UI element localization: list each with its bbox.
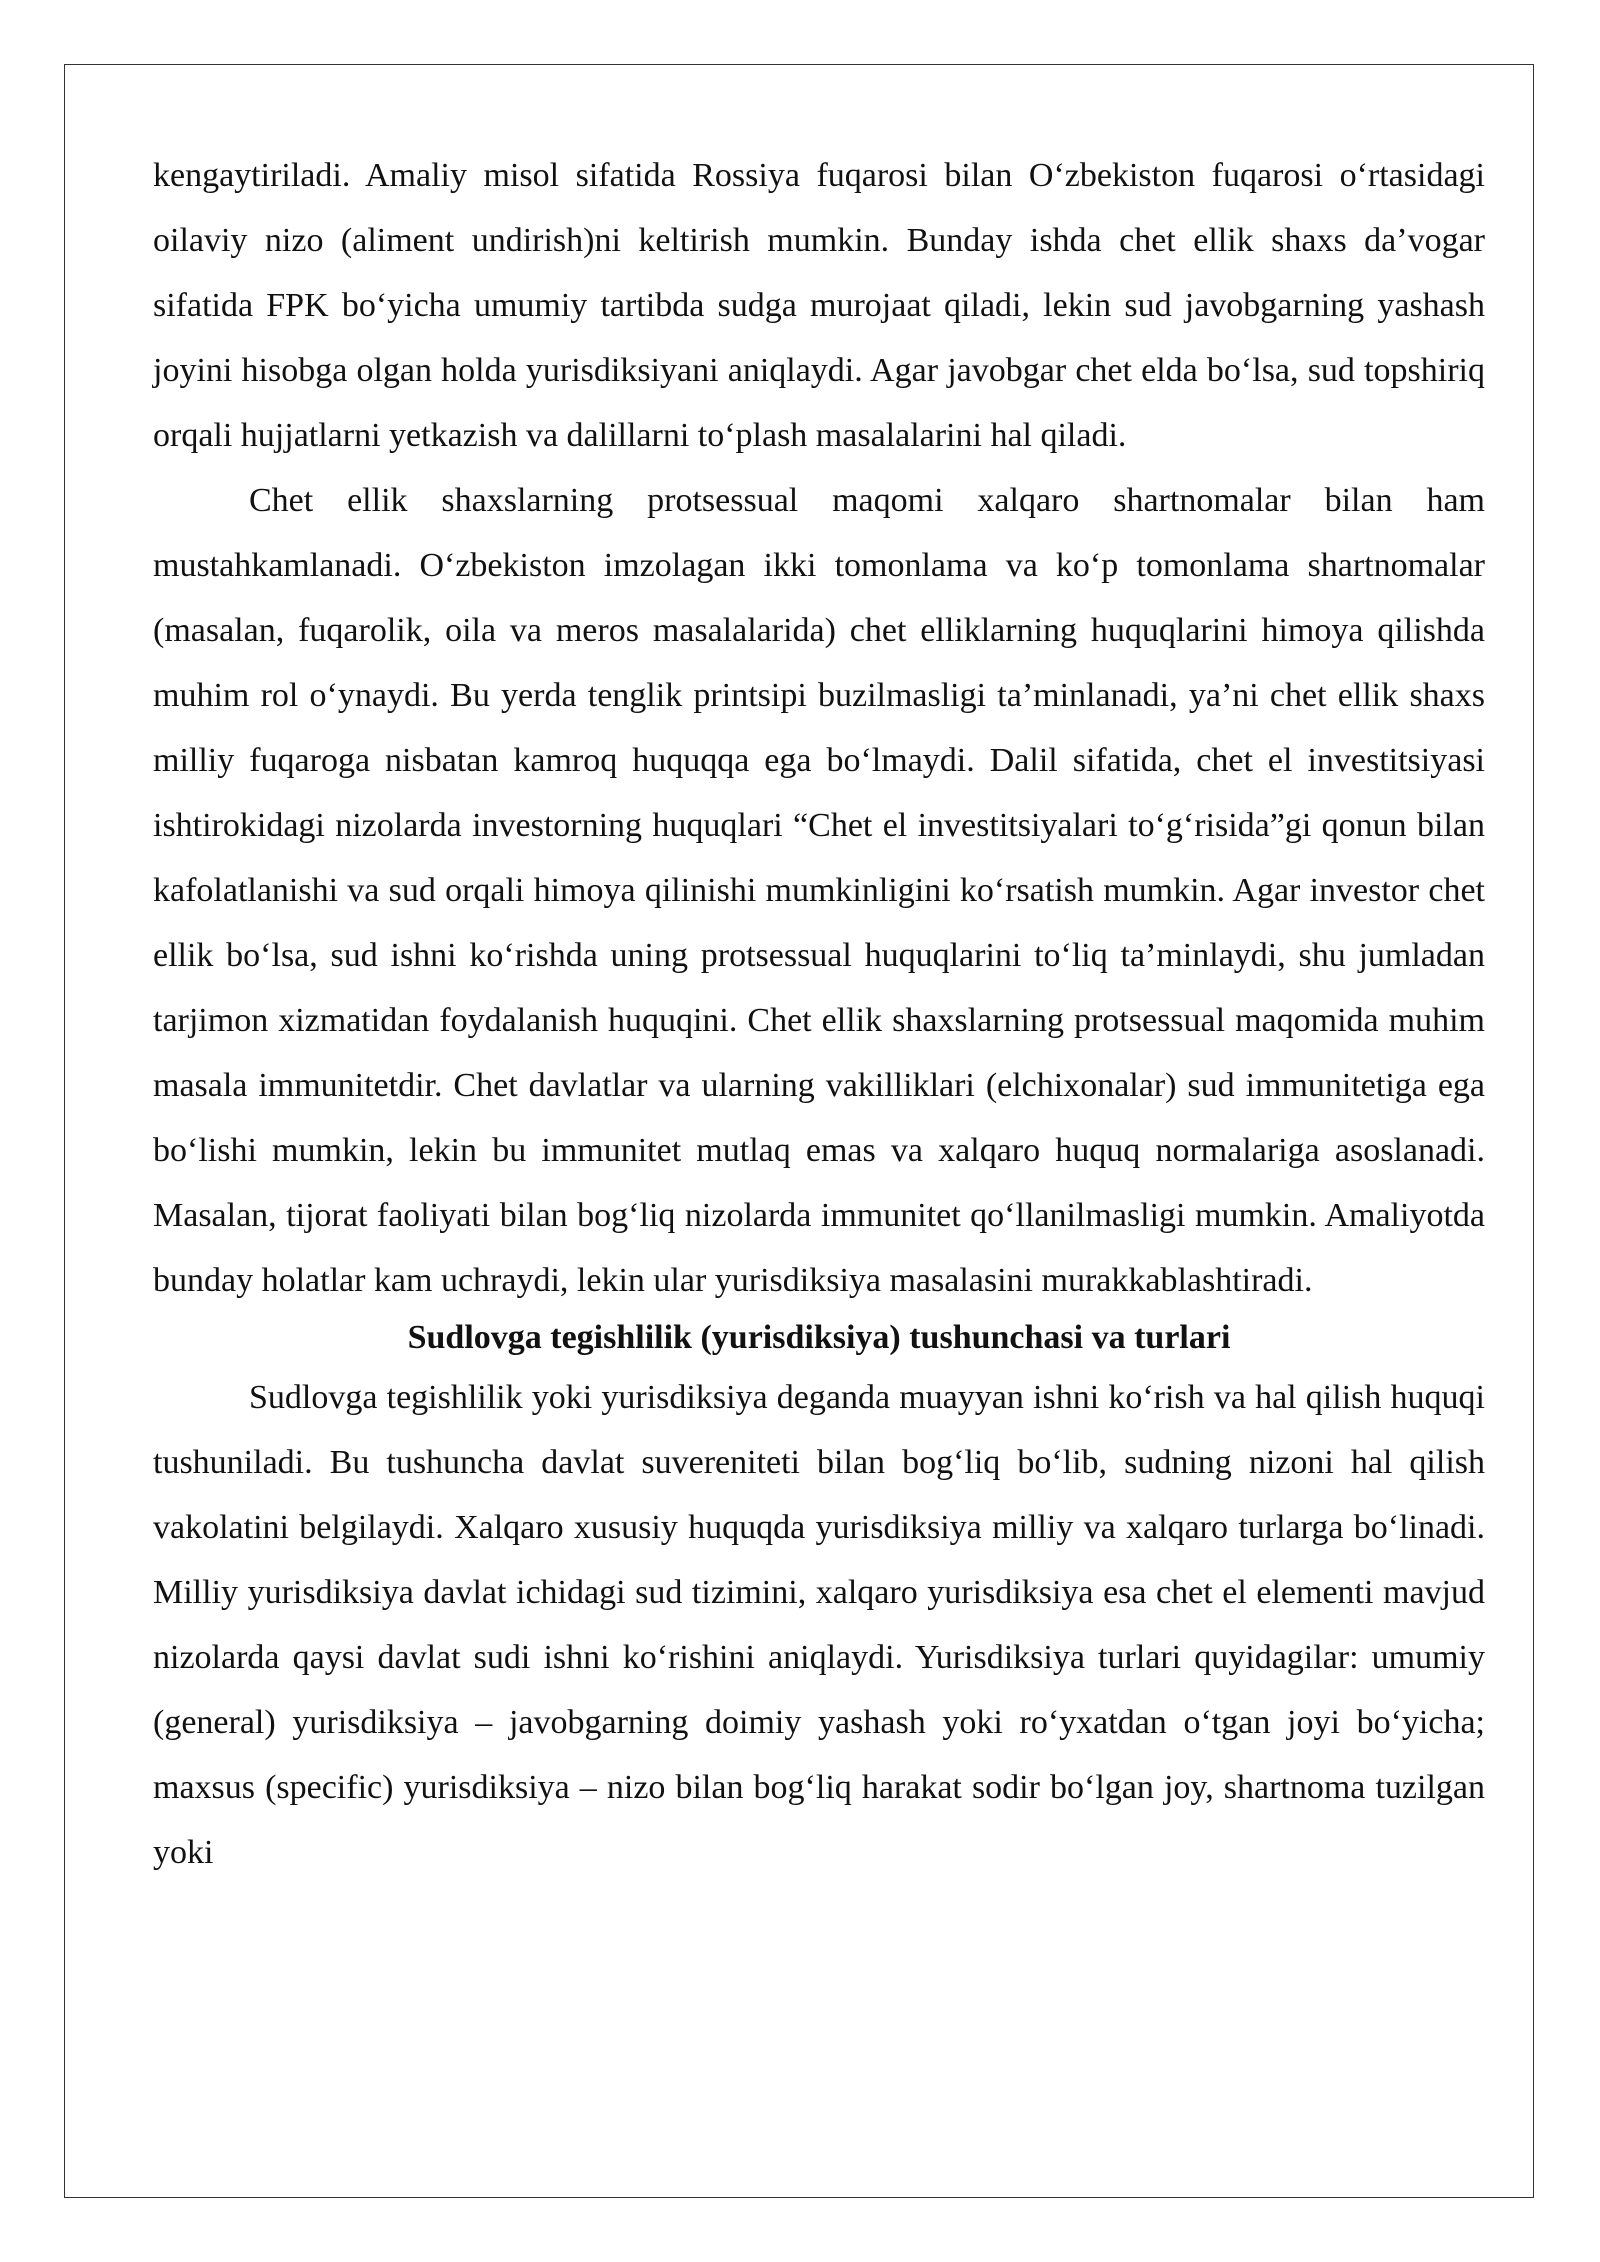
paragraph-2: Chet ellik shaxslarning protsessual maqomi xalqaro shartnomalar bilan ham mustahkamlanadi. O‘zbekiston imzolagan ikki tomonlama va ko‘p tomonlama shartnomalar (masalan, fuqarolik, oila va meros masalalarida) chet elliklarning huquqlarini himoya qilishda muhim rol o‘ynaydi. Bu yerda tenglik printsipi buzilmasligi ta’minlanadi, ya’ni chet ellik shaxs milliy fuqaroga nisbatan kamroq huquqqa ega bo‘lmaydi. Dalil sifatida, chet el investitsiyasi ishtirokidagi nizolarda investorning huquqlari “Chet el investitsiyalari to‘g‘risida”gi qonun bilan kafolatlanishi va sud orqali himoya qilinishi mumkinligini ko‘rsatish mumkin. Agar investor chet ellik bo‘lsa, sud ishni ko‘rishda uning protsessual huquqlarini to‘liq ta’minlaydi, shu jumladan tarjimon xizmatidan foydalanish huquqini. Chet ellik shaxslarning protsessual maqomida muhim masala immunitetdir. Chet davlatlar va ularning vakilliklari (elchixonalar) sud immunitetiga ega bo‘lishi mumkin, lekin bu immunitet mutlaq emas va xalqaro huquq normalariga asoslanadi. Masalan, tijorat faoliyati bilan bog‘liq nizolarda immunitet qo‘llanilmasligi mumkin. Amaliyotda bunday holatlar kam uchraydi, lekin ular yurisdiksiya masalasini murakkablashtiradi. [153,482,1485,1299]
document-body [153,143,1485,1885]
paragraph-3: Sudlovga tegishlilik yoki yurisdiksiya deganda muayyan ishni ko‘rish va hal qilish huquqi tushuniladi. Bu tushuncha davlat suvereniteti bilan bog‘liq bo‘lib, sudning nizoni hal qilish vakolatini belgilaydi. Xalqaro xususiy huquqda yurisdiksiya milliy va xalqaro turlarga bo‘linadi. Milliy yurisdiksiya davlat ichidagi sud tizimini, xalqaro yurisdiksiya esa chet el elementi mavjud nizolarda qaysi davlat sudi ishni ko‘rishini aniqlaydi. Yurisdiksiya turlari quyidagilar: umumiy (general) yurisdiksiya – javobgarning doimiy yashash yoki ro‘yxatdan o‘tgan joyi bo‘yicha; maxsus (specific) yurisdiksiya – nizo bilan bog‘liq harakat sodir bo‘lgan joy, shartnoma tuzilgan yoki [153,1379,1485,1871]
paragraph-1: kengaytiriladi. Amaliy misol sifatida Rossiya fuqarosi bilan O‘zbekiston fuqarosi o‘rtasidagi oilaviy nizo (aliment undirish)ni keltirish mumkin. Bunday ishda chet ellik shaxs da’vogar sifatida FPK bo‘yicha umumiy tartibda sudga murojaat qiladi, lekin sud javobgarning yashash joyini hisobga olgan holda yurisdiksiyani aniqlaydi. Agar javobgar chet elda bo‘lsa, sud topshiriq orqali hujjatlarni yetkazish va dalillarni to‘plash masalalarini hal qiladi. [153,157,1485,454]
section-heading: Sudlovga tegishlilik (yurisdiksiya) tushunchasi va turlari [407,1319,1231,1356]
